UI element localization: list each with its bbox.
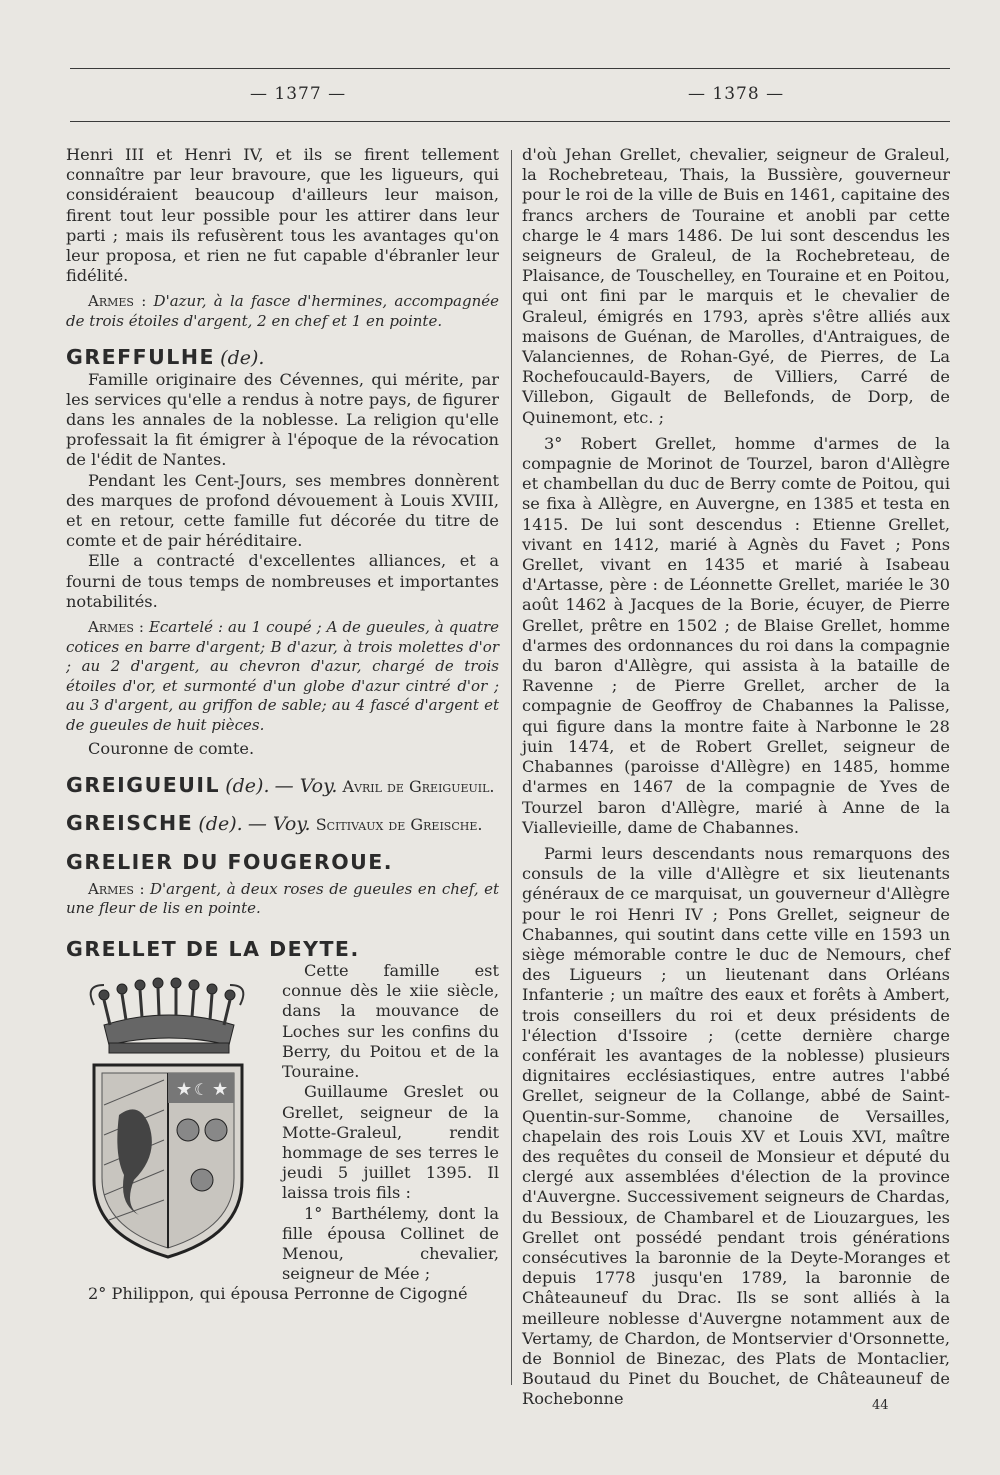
crown-icon — [91, 978, 244, 1053]
arms-text: Ecartelé : au 1 coupé ; A de gueules, à quatre cotices en barre d'argent; B d'azur, à trois molettes d'or ; au 2 d'argent, au chevron d'azur, chargé de trois étoiles d'or, et surmonté d'un globe d'azur cintré d'or ; au 3 d'argent, au griffon de sable; au 4 fascé d'argent et de gueules de huit pièces. — [66, 618, 499, 734]
entry-reference: Avril de Greigueuil. — [342, 777, 495, 797]
header-rule — [70, 121, 950, 122]
entry-particle: (de). — [225, 775, 270, 798]
entry-heading: GREISCHE — [66, 811, 194, 836]
arms-label: Armes : — [88, 879, 145, 898]
entry-see-also: — Voy. — [274, 775, 338, 798]
arms-label: Armes : — [88, 618, 144, 637]
arms-label: Armes : — [88, 292, 147, 311]
grellet-paragraph-4: 2° Philippon, qui épousa Perronne de Cigogné — [88, 1284, 468, 1304]
greffulhe-paragraph-3: Elle a contracté d'excellentes alliances, et a fourni de tous temps de nombreuses et importantes notabilités. — [66, 551, 499, 611]
greffulhe-paragraph-2: Pendant les Cent-Jours, ses membres donnèrent des marques de profond dévouement à Louis XVIII, et en retour, cette famille fut décorée du titre de comte et de pair héréditaire. — [66, 470, 499, 551]
top-rule — [70, 68, 950, 69]
entry-heading: GRELIER DU FOUGEROUE. — [66, 849, 394, 874]
entry-greische — [66, 813, 499, 835]
arms-paragraph — [66, 880, 499, 919]
shield-icon — [94, 1065, 242, 1257]
column-divider — [511, 150, 512, 1385]
entry-particle: (de). — [198, 813, 243, 836]
right-paragraph-1: d'où Jehan Grellet, chevalier, seigneur de Graleul, la Rochebreteau, Thais, la Bussière, gouverneur pour le roi de la ville de Buis en 1461, capitaine des francs archers de Touraine et anobli par cette charge le 4 mars 1486. De lui sont descendus les seigneurs de Graleul, de la Rochebreteau, de Plaisance, de Touschelley, en Touraine et en Poitou, qui ont fini par le marquis et le chevalier de Graleul, émigrés en 1793, après s'être alliés aux maisons de Guénan, de Marolles, d'Antraigues, de Valanciennes, de Rohan-Gyé, de Pierres, de La Rochefoucauld-Bayers, de Villiers, Carré de Villebon, Gigault de Bellefonds, de Dorp, de Quinemont, etc. ; — [522, 145, 950, 427]
entry-reference: Scitivaux de Greische. — [315, 815, 483, 835]
entry-heading: GREFFULHE — [66, 345, 215, 370]
svg-text:★: ★ — [212, 1079, 229, 1101]
couronne-line: Couronne de comte. — [88, 739, 255, 759]
arms-paragraph — [66, 618, 499, 735]
svg-text:☾: ☾ — [194, 1080, 209, 1100]
entry-greigueuil — [66, 775, 499, 797]
right-column — [522, 145, 950, 1410]
coat-of-arms-icon — [64, 965, 274, 1265]
intro-paragraph: Henri III et Henri IV, et ils se firent tellement connaître par leur bravoure, que les ligueurs, qui considéraient beaucoup d'ailleurs leur maison, firent tout leur possible pour les attirer dans leur parti ; mais ils refusèrent tous les avantages qu'on leur proposa, et rien ne fut capable d'ébranler leur fidélité. — [66, 145, 499, 286]
right-paragraph-2: 3° Robert Grellet, homme d'armes de la compagnie de Morinot de Tourzel, baron d'Allègre et chambellan du duc de Berry comte de Poitou, qui se fixa à Allègre, en Auvergne, en 1385 et testa en 1415. De lui sont descendus : Etienne Grellet, vivant en 1412, marié à Agnès du Favet ; Pons Grellet, vivant en 1435 et marié à Isabeau d'Artasse, père : de Léonnette Grellet, mariée le 30 août 1462 à Jacques de la Borie, écuyer, de Pierre Grellet, prêtre en 1502 ; de Blaise Grellet, homme d'armes des ordonnances du roi dans la compagnie du baron d'Allègre, qui assista à la bataille de Ravenne ; de Pierre Grellet, archer de la compagnie de Geoffroy de Chabannes la Palisse, qui figure dans la montre faite à Narbonne le 28 juin 1474, et de Robert Grellet, seigneur de Chabannes (paroisse d'Allègre) en 1485, homme d'armes en 1467 de la compagnie de Yves de Tourzel baron d'Allègre, marié à Anne de la Viallevieille, dame de Chabannes. — [522, 433, 950, 837]
right-paragraph-3: Parmi leurs descendants nous remarquons des consuls de la ville d'Allègre et six lieutenants généraux de ce marquisat, un gouverneur d'Allègre pour le roi Henri IV ; Pons Grellet, seigneur de Chabannes, qui soutint dans cette ville en 1593 un siège mémorable contre le duc de Nemours, chef des Ligueurs ; un lieutenant dans Orléans Infanterie ; un maître des eaux et forêts à Ambert, trois conseillers du roi et deux présidents de l'élection d'Issoire ; (cette dernière charge conférait les avantages de la noblesse) plusieurs dignitaires ecclésiastiques, entre autres l'abbé Grellet, seigneur de la Collange, abbé de Saint-Quentin-sur-Somme, chanoine de Versailles, chapelain des rois Louis XV et Louis XVI, maître des requêtes du conseil de Monsieur et député du clergé aux assemblées d'élection de la province d'Auvergne. Successivement seigneurs de Chardas, du Bessioux, de Chambarel et de Liouzargues, les Grellet ont possédé pendant trois générations consécutives la baronnie de la Deyte-Moranges et depuis 1778 jusqu'en 1789, la baronnie de Châteauneuf du Drac. Ils se sont alliés à la meilleure noblesse d'Auvergne notamment aux de Vertamy, de Chardon, de Montservier d'Orsonnette, de Bonniol de Binezac, des Plats de Montaclier, Boutaud du Pinet du Bouchet, de Châteauneuf de Rochebonne — [522, 843, 950, 1409]
entry-grelier — [66, 849, 499, 874]
signature-mark: 44 — [872, 1398, 889, 1413]
arms-paragraph — [66, 292, 499, 331]
entry-see-also: — Voy. — [247, 813, 311, 836]
entry-greffulhe — [66, 347, 499, 369]
grellet-paragraph-2: Guillaume Greslet ou Grellet, seigneur de la Motte-Graleul, rendit hommage de ses terres le jeudi 5 juillet 1395. Il laissa trois fils : — [282, 1082, 499, 1203]
arms-text: D'azur, à la fasce d'hermines, accompagnée de trois étoiles d'argent, 2 en chef et 1 en pointe. — [66, 292, 499, 330]
arms-text: D'argent, à deux roses de gueules en chef, et une fleur de lis en pointe. — [66, 879, 499, 918]
greffulhe-paragraph-1: Famille originaire des Cévennes, qui mérite, par les services qu'elle a rendus à notre pays, de figurer dans les annales de la noblesse. La religion qu'elle professait la fit émigrer à l'époque de la révocation de l'édit de Nantes. — [66, 369, 499, 470]
grellet-paragraph-1: Cette famille est connue dès le xiie siècle, dans la mouvance de Loches sur les confins du Berry, du Poitou et de la Touraine. — [282, 961, 499, 1082]
entry-particle: (de). — [220, 347, 265, 370]
entry-heading: GRELLET DE LA DEYTE. — [66, 936, 360, 961]
grellet-paragraph-3: 1° Barthélemy, dont la fille épousa Collinet de Menou, chevalier, seigneur de Mée ; — [282, 1203, 499, 1284]
left-column — [66, 145, 499, 1305]
left-page-number: — 1377 — — [250, 84, 347, 104]
right-page-number: — 1378 — — [688, 84, 785, 104]
svg-text:★: ★ — [176, 1079, 193, 1101]
entry-heading: GREIGUEUIL — [66, 773, 221, 798]
entry-grellet — [66, 936, 499, 961]
